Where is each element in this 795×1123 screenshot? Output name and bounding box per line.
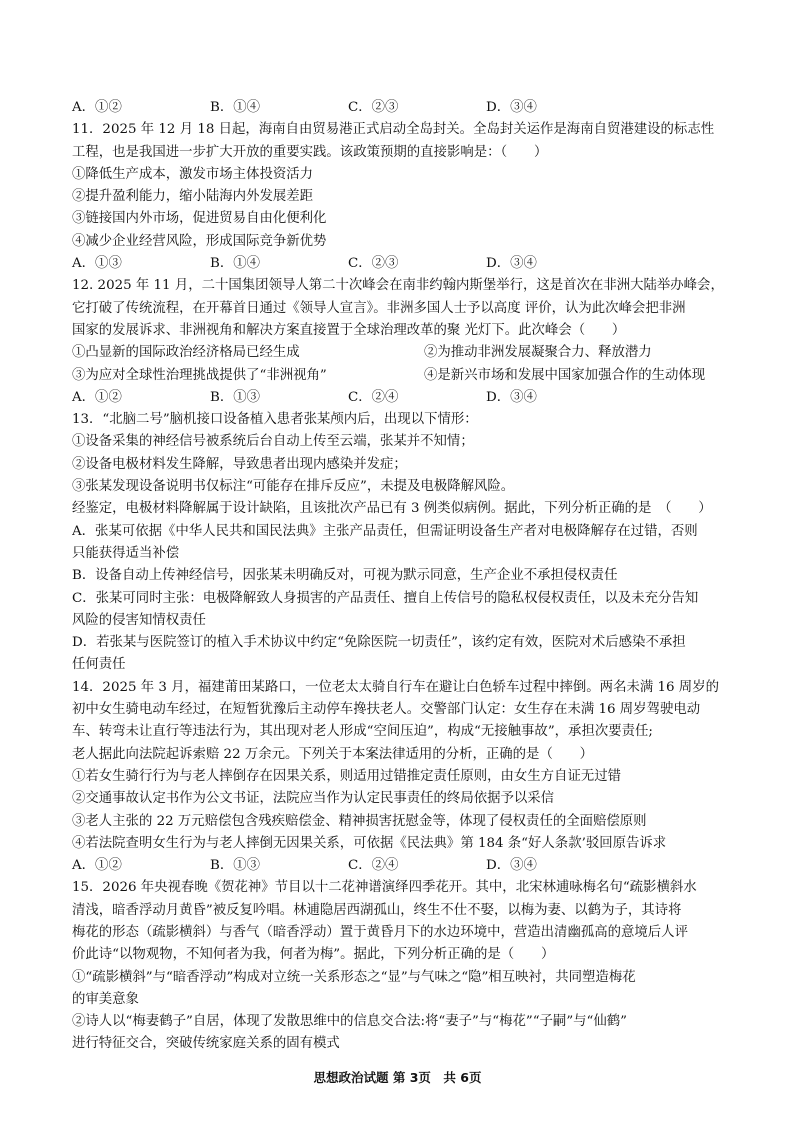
statement-item: ②设备电极材料发生降解，导致患者出现内感染并发症； [72, 456, 407, 472]
option: D．③④ [486, 858, 537, 874]
answer-option-text: 任何责任 [72, 657, 126, 673]
question-stem: 初中女生骑电动车经过，在短暂犹豫后主动停车搀扶老人。交警部门认定：女生存在未满 16 周岁驾驶电动 [72, 702, 701, 718]
statement-item: ①“疏影横斜”与“暗香浮动”构成对立统一关系形态之“显”与气味之“隐”相互映衬，共同塑造梅花 [72, 969, 636, 985]
q10-options [72, 97, 730, 119]
option: A．①③ [72, 256, 122, 272]
statement-item: ④是新兴市场和发展中国家加强合作的生动体现 [424, 367, 706, 383]
statement-item: ①凸显新的国际政治经济格局已经生成 [72, 345, 300, 361]
option: B．①④ [210, 100, 261, 115]
option: D．③④ [486, 256, 537, 272]
statement-item: ③为应对全球性治理挑战提供了“非洲视角” [72, 367, 327, 383]
option: C．②④ [348, 389, 399, 405]
question-15 [72, 877, 730, 1055]
statement-item: ①降低生产成本，激发市场主体投资活力 [72, 166, 314, 182]
option: B．①③ [210, 389, 261, 405]
question-stem: 14．2025 年 3 月，福建莆田某路口，一位老太太骑自行车在避让白色轿车过程中摔倒。两名未满 16 周岁的 [72, 679, 719, 695]
option: A．①② [72, 389, 122, 405]
statement-item: 的审美意象 [72, 991, 139, 1007]
question-stem: 工程，也是我国进一步扩大开放的重要实践。该政策预期的直接影响是：（ ） [72, 144, 548, 160]
option: C．②③ [348, 100, 399, 115]
option: A．①② [72, 858, 122, 874]
option: D．③④ [486, 389, 537, 405]
question-stem: 清浅，暗香浮动月黄昏”被反复吟唱。林逋隐居西湖孤山，终生不仕不娶，以梅为妻、以鹤为子，其诗将 [72, 902, 682, 918]
statement-item: ②诗人以“梅妻鹤子”自居，体现了发散思维中的信息交合法:将“妻子”与“梅花”“子嗣”与“仙鹤” [72, 1014, 628, 1030]
question-stem: 12. 2025 年 11 月，二十国集团领导人第二十次峰会在南非约翰内斯堡举行，这是首次在非洲大陆举办峰会， [72, 278, 724, 294]
statement-item: ④若法院查明女生行为与老人摔倒无因果关系，可依据《民法典》第 184 条“好人条款’驳回原告诉求 [72, 835, 667, 851]
question-stem: 经鉴定，电极材料降解属于设计缺陷，且该批次产品已有 3 例类似病例。据此，下列分析正确的是 （ ） [72, 501, 712, 517]
question-stem: 国家的发展诉求、非洲视角和解决方案直接置于全球治理改革的聚 光灯下。此次峰会（ ） [72, 322, 626, 338]
question-13 [72, 409, 730, 677]
answer-options [72, 387, 730, 409]
question-stem: 老人据此向法院起诉索赔 22 万余元。下列关于本案法律适用的分析，正确的是（ ） [72, 746, 594, 762]
question-12 [72, 275, 730, 409]
answer-options [72, 855, 730, 877]
option: D．③④ [486, 100, 537, 115]
statement-item: ④减少企业经营风险，形成国际竞争新优势 [72, 233, 327, 249]
statement-item: ①若女生骑行行为与老人摔倒存在因果关系，则适用过错推定责任原则，由女生方自证无过错 [72, 768, 622, 784]
question-stem: 梅花的形态（疏影横斜）与香气（暗香浮动）置于黄昏月下的水边环境中，营造出清幽孤高的意境后人评 [72, 924, 688, 940]
answer-option-text: 风险的侵害知情权责任 [72, 612, 206, 628]
page-footer: 思想政治试题 第 3页 共 6页 [313, 1070, 482, 1085]
statement-row [72, 365, 730, 387]
answer-option-text: D．若张某与医院签订的植入手术协议中约定“免除医院一切责任”，该约定有效，医院对术后感染不承担 [72, 635, 686, 651]
answer-options [72, 253, 730, 275]
option: C．②④ [348, 858, 399, 874]
answer-option-text: C．张某可同时主张：电极降解致人身损害的产品责任、擅自上传信号的隐私权侵权责任，以及未充分告知 [72, 590, 699, 606]
question-14 [72, 677, 730, 878]
option: A．①② [72, 100, 122, 115]
question-stem: 它打破了传统流程，在开幕首日通过《领导人宣言》。非洲多国人士予以高度 评价，认为此次峰会把非洲 [72, 300, 686, 316]
question-stem: 15．2026 年央视春晚《贺花神》节目以十二花神谱演绎四季花开。其中，北宋林逋咏梅名句“疏影横斜水 [72, 880, 697, 896]
option: B．①③ [210, 858, 261, 874]
option: C．②③ [348, 256, 399, 272]
question-stem: 11．2025 年 12 月 18 日起，海南自由贸易港正式启动全岛封关。全岛封关运作是海南自贸港建设的标志性 [72, 122, 715, 138]
statement-item: ③张某发现设备说明书仅标注“可能存在排斥反应”，未提及电极降解风险。 [72, 479, 515, 495]
statement-item: ③链接国内外市场，促进贸易自由化便利化 [72, 211, 327, 227]
statement-item: ②为推动非洲发展凝聚合力、释放潜力 [424, 345, 652, 361]
answer-option-text: B．设备自动上传神经信号，因张某未明确反对，可视为默示同意，生产企业不承担侵权责任 [72, 568, 618, 584]
answer-option-text: A．张某可依据《中华人民共和国民法典》主张产品责任，但需证明设备生产者对电极降解存在过错，否则 [72, 523, 698, 539]
statement-row [72, 342, 730, 364]
option: B．①④ [210, 256, 261, 272]
statement-item: ①设备采集的神经信号被系统后台自动上传至云端，张某并不知情； [72, 434, 474, 450]
statement-item: ②交通事故认定书作为公文书证，法院应当作为认定民事责任的终局依据予以采信 [72, 791, 555, 807]
question-stem: 13．“北脑二号”脑机接口设备植入患者张某颅内后，出现以下情形： [72, 412, 478, 428]
statement-item: 进行特征交合，突破传统家庭关系的固有模式 [72, 1036, 340, 1052]
answer-option-text: 只能获得适当补偿 [72, 545, 180, 561]
page-content [72, 97, 730, 1056]
question-stem: 价此诗“以物观物，不知何者为我，何者为梅”。据此，下列分析正确的是（ ） [72, 947, 555, 963]
question-11 [72, 119, 730, 275]
question-stem: 车、转弯未让直行等违法行为，其出现对老人形成“空间压迫”，构成“无接触事故”，承担次要责任; [72, 724, 653, 740]
statement-item: ③老人主张的 22 万元赔偿包含残疾赔偿金、精神损害抚慰金等，体现了侵权责任的全面赔偿原则 [72, 813, 647, 829]
statement-item: ②提升盈利能力，缩小陆海内外发展差距 [72, 189, 314, 205]
